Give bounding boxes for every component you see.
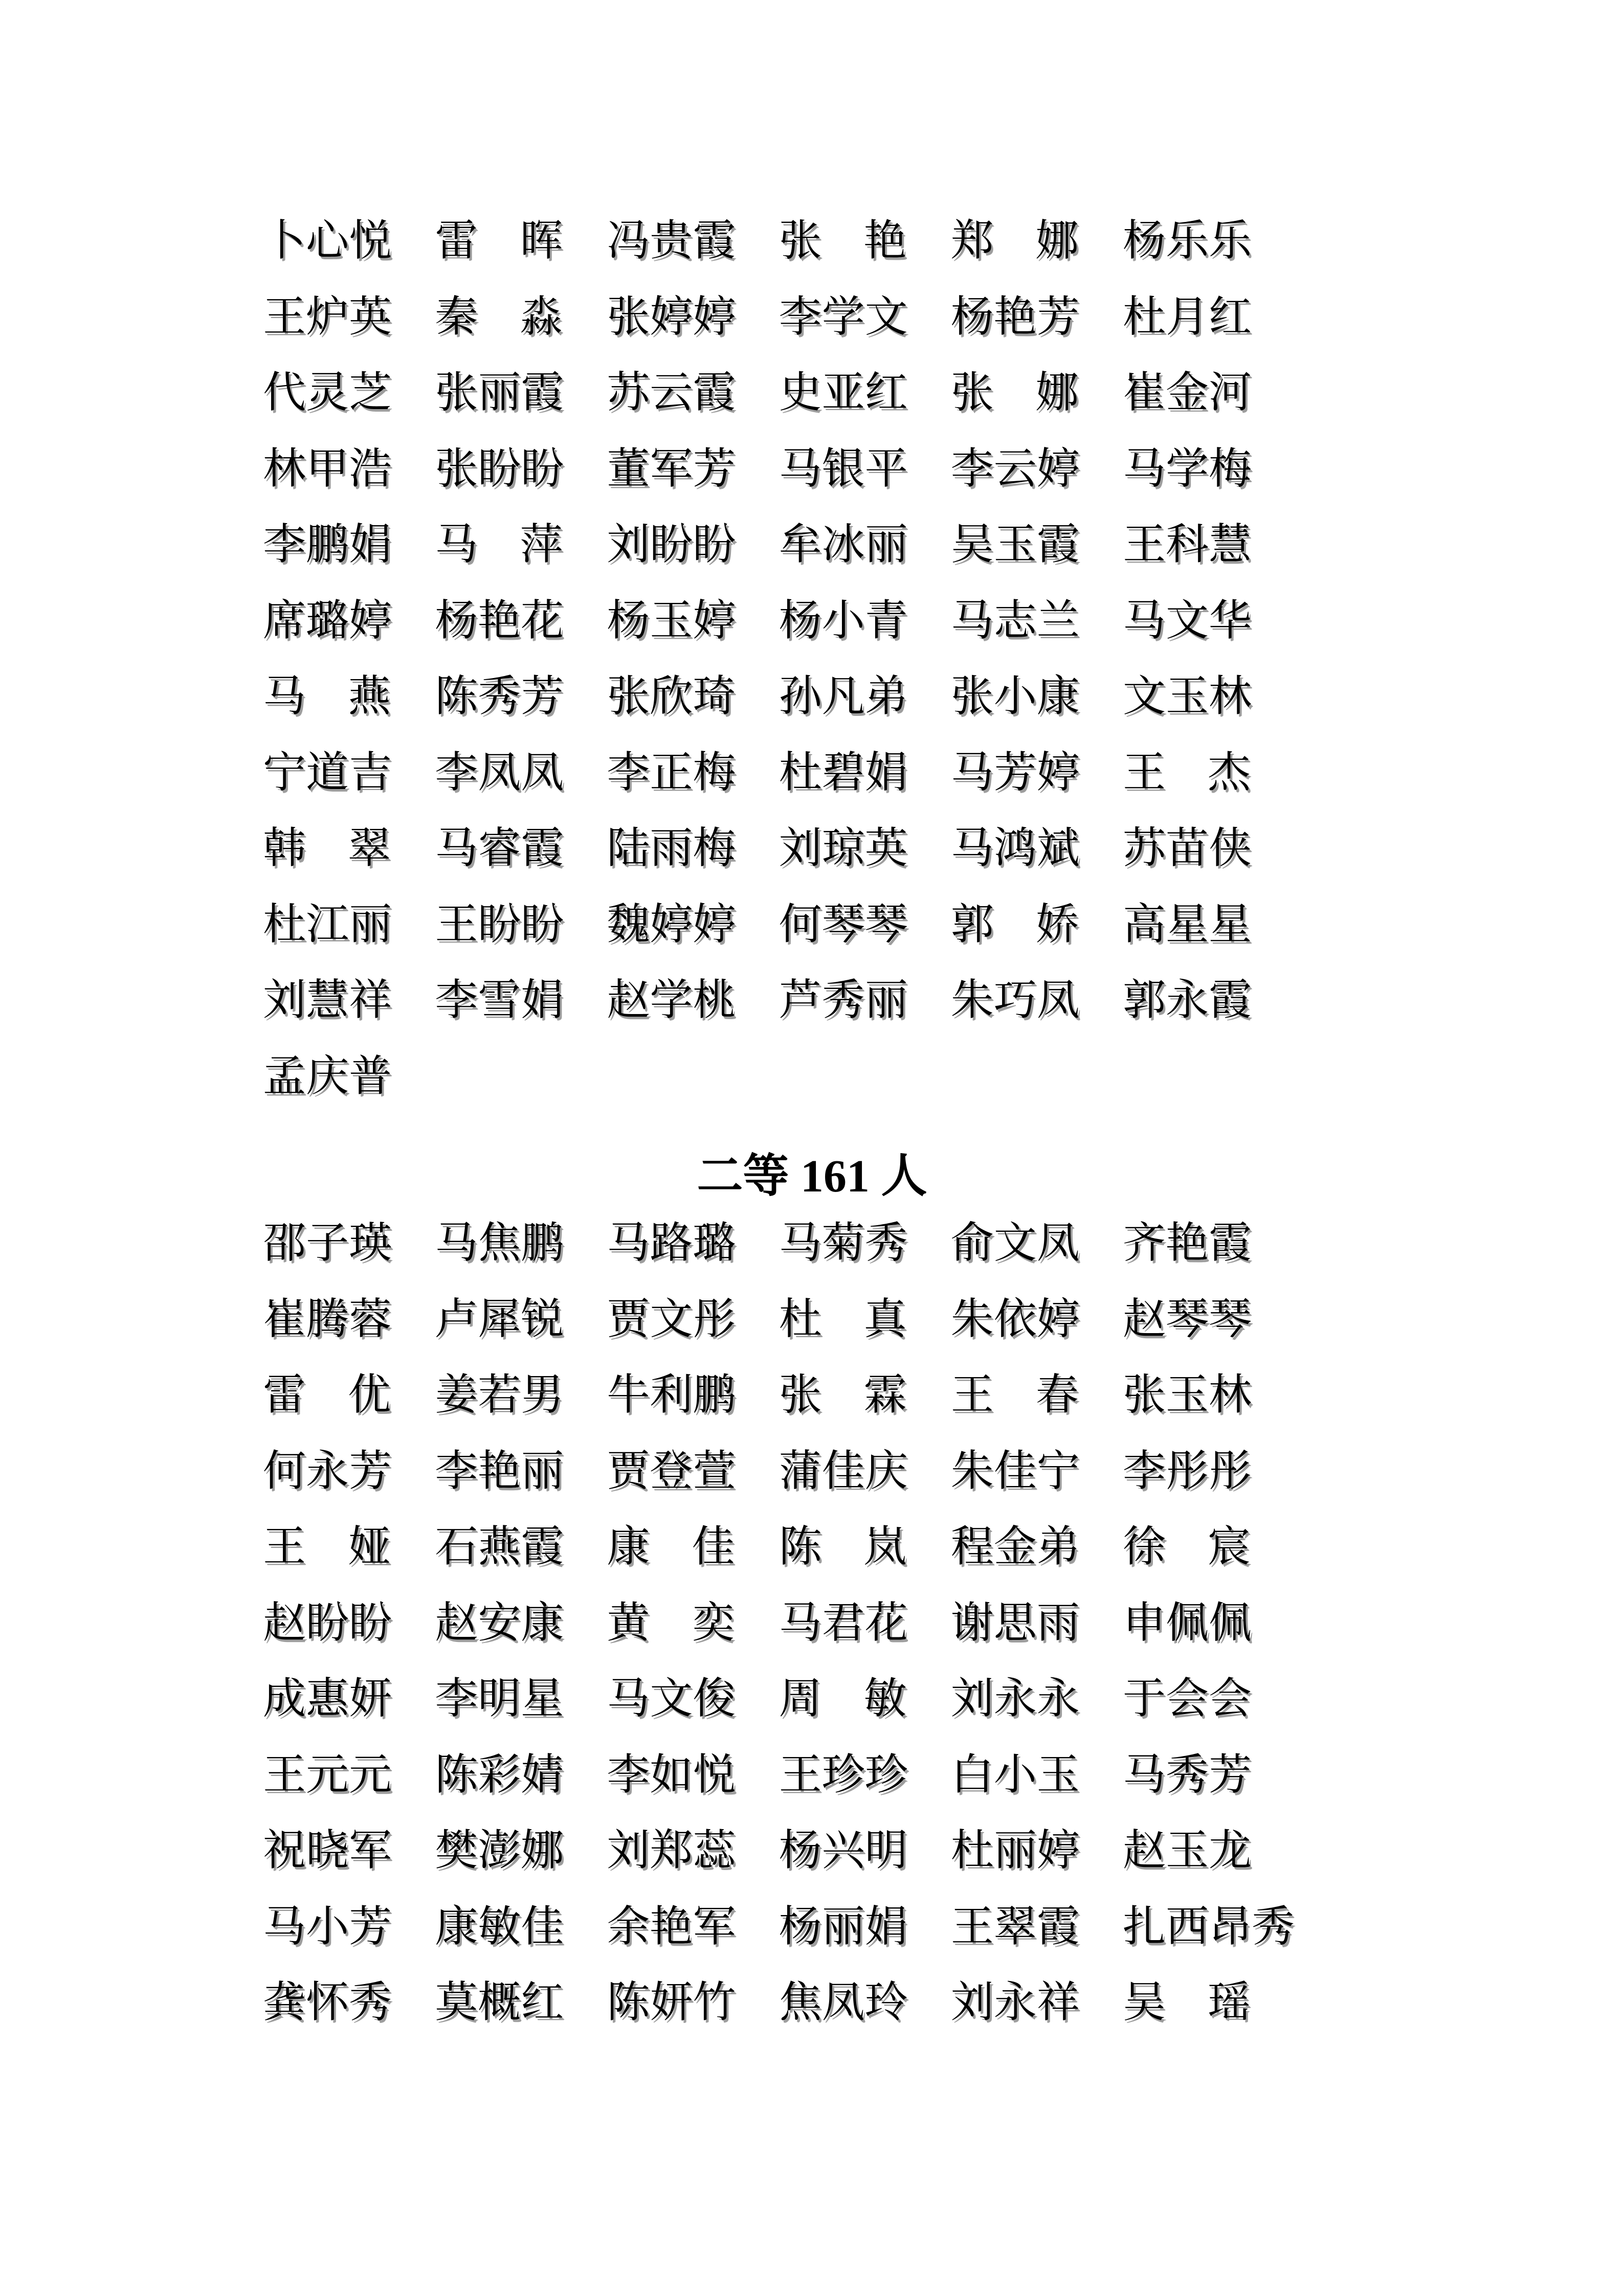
person-name-char: 王 bbox=[950, 1371, 994, 1419]
person-name-char: 雷 bbox=[435, 217, 478, 265]
person-name: 白小玉 bbox=[950, 1751, 1080, 1799]
person-name: 樊澎娜 bbox=[435, 1827, 564, 1875]
person-name: 刘永祥 bbox=[950, 1979, 1080, 2027]
person-name: 朱依婷 bbox=[950, 1295, 1080, 1343]
person-name bbox=[779, 1358, 907, 1434]
person-name: 刘盼盼 bbox=[607, 521, 736, 569]
person-name: 石燕霞 bbox=[435, 1523, 564, 1571]
person-name: 余艳军 bbox=[607, 1903, 736, 1951]
person-name: 马焦鹏 bbox=[435, 1220, 564, 1267]
person-name: 王翠霞 bbox=[950, 1903, 1080, 1951]
person-name: 刘琼英 bbox=[778, 825, 908, 872]
person-name-char: 王 bbox=[1122, 749, 1166, 797]
person-name: 李雪娟 bbox=[435, 977, 564, 1024]
person-name: 马文华 bbox=[1122, 597, 1252, 645]
person-name: 程金弟 bbox=[950, 1523, 1080, 1571]
person-name-char: 佳 bbox=[692, 1523, 735, 1571]
person-name bbox=[951, 887, 1079, 963]
person-name: 齐艳霞 bbox=[1122, 1220, 1252, 1267]
person-name bbox=[779, 204, 907, 280]
person-name: 成惠妍 bbox=[263, 1675, 392, 1723]
person-name: 席璐婷 bbox=[263, 597, 392, 645]
person-name: 马银平 bbox=[778, 445, 908, 493]
person-name: 马学梅 bbox=[1122, 445, 1252, 493]
person-name: 高星星 bbox=[1122, 901, 1252, 949]
person-name: 蒲佳庆 bbox=[778, 1447, 908, 1495]
person-name: 牛利鹏 bbox=[607, 1371, 736, 1419]
person-name: 申佩佩 bbox=[1122, 1599, 1252, 1647]
person-name: 朱佳宁 bbox=[950, 1447, 1080, 1495]
person-name-char: 周 bbox=[778, 1675, 822, 1723]
person-name-char: 王 bbox=[263, 1523, 306, 1571]
person-name: 莫概红 bbox=[435, 1979, 564, 2027]
person-name bbox=[951, 355, 1079, 432]
person-name: 冯贵霞 bbox=[607, 217, 736, 265]
person-name: 董军芳 bbox=[607, 445, 736, 493]
person-name: 杜江丽 bbox=[263, 901, 392, 949]
person-name: 史亚红 bbox=[778, 369, 908, 417]
person-name: 赵琴琴 bbox=[1122, 1295, 1252, 1343]
person-name-char: 韩 bbox=[263, 825, 306, 872]
person-name-char: 娜 bbox=[1035, 369, 1079, 417]
person-name: 马菊秀 bbox=[778, 1220, 908, 1267]
person-name: 赵盼盼 bbox=[263, 1599, 392, 1647]
person-name: 李明星 bbox=[435, 1675, 564, 1723]
person-name: 文玉林 bbox=[1122, 673, 1252, 721]
person-name: 杨小青 bbox=[778, 597, 908, 645]
person-name: 苏苗侠 bbox=[1122, 825, 1252, 872]
person-name: 刘郑蕊 bbox=[607, 1827, 736, 1875]
person-name: 孙凡弟 bbox=[778, 673, 908, 721]
person-name: 祝晓军 bbox=[263, 1827, 392, 1875]
person-name-char: 瑶 bbox=[1207, 1979, 1251, 2027]
person-name bbox=[779, 1661, 907, 1738]
person-name-char: 黄 bbox=[607, 1599, 650, 1647]
person-name-char: 娜 bbox=[1035, 217, 1079, 265]
empty-cell bbox=[435, 1039, 563, 1115]
person-name: 张盼盼 bbox=[435, 445, 564, 493]
person-name-char: 徐 bbox=[1122, 1523, 1166, 1571]
person-name: 李云婷 bbox=[950, 445, 1080, 493]
person-name-char: 燕 bbox=[347, 673, 391, 721]
person-name: 崔腾蓉 bbox=[263, 1295, 392, 1343]
person-name: 朱巧凤 bbox=[950, 977, 1080, 1024]
person-name: 马芳婷 bbox=[950, 749, 1080, 797]
person-name bbox=[263, 1510, 391, 1586]
person-name: 何永芳 bbox=[263, 1447, 392, 1495]
person-name: 卜心悦 bbox=[263, 217, 392, 265]
person-name-char: 娅 bbox=[347, 1523, 391, 1571]
person-name: 陈妍竹 bbox=[607, 1979, 736, 2027]
person-name-char: 淼 bbox=[520, 293, 563, 341]
person-name: 孟庆普 bbox=[263, 1052, 392, 1100]
person-name bbox=[1123, 1965, 1251, 2041]
person-name bbox=[435, 204, 563, 280]
person-name bbox=[263, 659, 391, 735]
person-name: 邵子瑛 bbox=[263, 1220, 392, 1267]
person-name: 刘慧祥 bbox=[263, 977, 392, 1024]
person-name: 李学文 bbox=[778, 293, 908, 341]
person-name: 代灵芝 bbox=[263, 369, 392, 417]
person-name: 龚怀秀 bbox=[263, 1979, 392, 2027]
person-name: 杨艳芳 bbox=[950, 293, 1080, 341]
person-name: 马秀芳 bbox=[1122, 1751, 1252, 1799]
person-name: 苏云霞 bbox=[607, 369, 736, 417]
person-name: 王科慧 bbox=[1122, 521, 1252, 569]
person-name-char: 萍 bbox=[520, 521, 563, 569]
person-name: 杨乐乐 bbox=[1122, 217, 1252, 265]
person-name-char: 杰 bbox=[1207, 749, 1251, 797]
person-name: 王珍珍 bbox=[778, 1751, 908, 1799]
person-name bbox=[607, 1586, 735, 1662]
person-name: 张小康 bbox=[950, 673, 1080, 721]
person-name: 林甲浩 bbox=[263, 445, 392, 493]
person-name: 马鸿斌 bbox=[950, 825, 1080, 872]
person-name: 马志兰 bbox=[950, 597, 1080, 645]
person-name-char: 秦 bbox=[435, 293, 478, 341]
person-name: 杨玉婷 bbox=[607, 597, 736, 645]
person-name: 杜碧娟 bbox=[778, 749, 908, 797]
person-name bbox=[1123, 735, 1251, 812]
person-name: 张婷婷 bbox=[607, 293, 736, 341]
person-name: 李如悦 bbox=[607, 1751, 736, 1799]
person-name: 赵安康 bbox=[435, 1599, 564, 1647]
person-name: 马君花 bbox=[778, 1599, 908, 1647]
person-name-char: 真 bbox=[863, 1295, 907, 1343]
person-name-char: 晖 bbox=[520, 217, 563, 265]
person-name: 牟冰丽 bbox=[778, 521, 908, 569]
person-name: 李艳丽 bbox=[435, 1447, 564, 1495]
person-name: 赵学桃 bbox=[607, 977, 736, 1024]
empty-cell bbox=[607, 1039, 735, 1115]
person-name-char: 陈 bbox=[778, 1523, 822, 1571]
second-section-name-list bbox=[263, 1206, 1295, 2041]
person-name-char: 奕 bbox=[692, 1599, 735, 1647]
person-name: 赵玉龙 bbox=[1122, 1827, 1252, 1875]
empty-cell bbox=[1123, 1039, 1251, 1115]
person-name-char: 雷 bbox=[263, 1371, 306, 1419]
person-name: 李凤凤 bbox=[435, 749, 564, 797]
person-name: 杨艳花 bbox=[435, 597, 564, 645]
person-name: 郭永霞 bbox=[1122, 977, 1252, 1024]
person-name: 陆雨梅 bbox=[607, 825, 736, 872]
person-name-char: 张 bbox=[778, 1371, 822, 1419]
person-name: 宁道吉 bbox=[263, 749, 392, 797]
person-name: 何琴琴 bbox=[778, 901, 908, 949]
person-name bbox=[779, 1510, 907, 1586]
person-name: 陈彩婧 bbox=[435, 1751, 564, 1799]
first-section-name-list bbox=[263, 204, 1251, 1115]
person-name bbox=[435, 280, 563, 356]
person-name-char: 马 bbox=[263, 673, 306, 721]
person-name-char: 娇 bbox=[1035, 901, 1079, 949]
person-name: 马路璐 bbox=[607, 1220, 736, 1267]
empty-cell bbox=[951, 1039, 1079, 1115]
person-name: 张欣琦 bbox=[607, 673, 736, 721]
person-name bbox=[779, 1282, 907, 1358]
person-name-char: 优 bbox=[347, 1371, 391, 1419]
person-name: 芦秀丽 bbox=[778, 977, 908, 1024]
person-name: 张丽霞 bbox=[435, 369, 564, 417]
person-name: 崔金河 bbox=[1122, 369, 1252, 417]
person-name: 贾登萱 bbox=[607, 1447, 736, 1495]
person-name: 俞文凤 bbox=[950, 1220, 1080, 1267]
person-name-char: 春 bbox=[1035, 1371, 1079, 1419]
person-name bbox=[435, 507, 563, 583]
person-name bbox=[951, 204, 1079, 280]
person-name: 刘永永 bbox=[950, 1675, 1080, 1723]
person-name: 扎西昂秀 bbox=[1122, 1903, 1295, 1951]
person-name-char: 艳 bbox=[863, 217, 907, 265]
person-name-char: 郑 bbox=[950, 217, 994, 265]
person-name-char: 郭 bbox=[950, 901, 994, 949]
person-name bbox=[263, 811, 391, 887]
person-name: 李鹏娟 bbox=[263, 521, 392, 569]
person-name-char: 马 bbox=[435, 521, 478, 569]
person-name: 姜若男 bbox=[435, 1371, 564, 1419]
person-name: 于会会 bbox=[1122, 1675, 1252, 1723]
person-name-char: 吴 bbox=[1122, 1979, 1166, 2027]
person-name-char: 张 bbox=[950, 369, 994, 417]
person-name: 杨丽娟 bbox=[778, 1903, 908, 1951]
person-name-char: 康 bbox=[607, 1523, 650, 1571]
person-name: 康敏佳 bbox=[435, 1903, 564, 1951]
person-name: 贾文彤 bbox=[607, 1295, 736, 1343]
person-name: 杜丽婷 bbox=[950, 1827, 1080, 1875]
person-name bbox=[951, 1358, 1079, 1434]
person-name: 马小芳 bbox=[263, 1903, 392, 1951]
person-name bbox=[263, 1358, 391, 1434]
person-name bbox=[607, 1510, 735, 1586]
person-name-char: 张 bbox=[778, 217, 822, 265]
person-name: 谢思雨 bbox=[950, 1599, 1080, 1647]
person-name: 马文俊 bbox=[607, 1675, 736, 1723]
person-name-char: 岚 bbox=[863, 1523, 907, 1571]
person-name: 李彤彤 bbox=[1122, 1447, 1252, 1495]
person-name: 张玉林 bbox=[1122, 1371, 1252, 1419]
person-name: 王元元 bbox=[263, 1751, 392, 1799]
person-name: 焦凤玲 bbox=[778, 1979, 908, 2027]
person-name: 李正梅 bbox=[607, 749, 736, 797]
person-name-char: 敏 bbox=[863, 1675, 907, 1723]
person-name: 陈秀芳 bbox=[435, 673, 564, 721]
person-name-char: 霖 bbox=[863, 1371, 907, 1419]
person-name: 马睿霞 bbox=[435, 825, 564, 872]
person-name-char: 翠 bbox=[347, 825, 391, 872]
person-name: 卢犀锐 bbox=[435, 1295, 564, 1343]
section-heading: 二等 161 人 bbox=[697, 1151, 927, 1202]
person-name-char: 宸 bbox=[1207, 1523, 1251, 1571]
person-name bbox=[1123, 1510, 1251, 1586]
person-name: 杜月红 bbox=[1122, 293, 1252, 341]
person-name: 王炉英 bbox=[263, 293, 392, 341]
person-name: 魏婷婷 bbox=[607, 901, 736, 949]
person-name: 吴玉霞 bbox=[950, 521, 1080, 569]
person-name: 杨兴明 bbox=[778, 1827, 908, 1875]
person-name: 王盼盼 bbox=[435, 901, 564, 949]
person-name-char: 杜 bbox=[778, 1295, 822, 1343]
empty-cell bbox=[779, 1039, 907, 1115]
